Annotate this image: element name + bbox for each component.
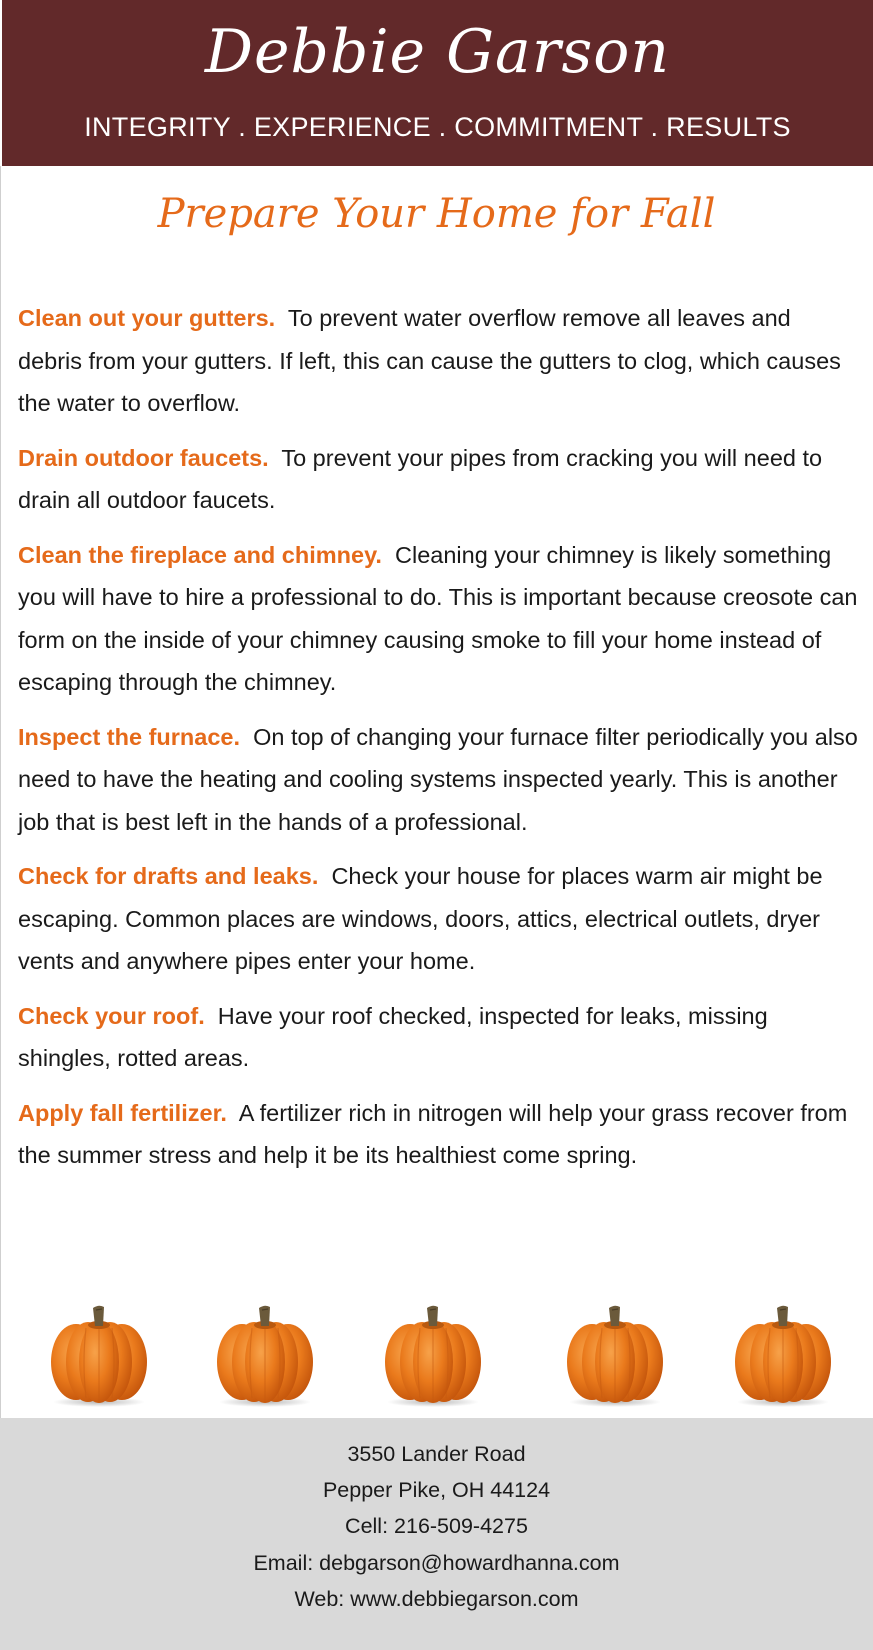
pumpkin-row [0,1298,873,1408]
email-address[interactable]: Email: debgarson@howardhanna.com [253,1550,620,1575]
tip-body: Have your roof checked, inspected for leaks, missing shingles, rotted areas. [18,1002,768,1071]
header-banner [2,0,873,166]
pumpkin-icon [210,1298,320,1408]
tip-body: To prevent your pipes from cracking you will need to drain all outdoor faucets. [18,444,823,513]
pumpkin-icon [560,1298,670,1408]
tip-gutters [18,297,858,425]
website-link[interactable]: Web: www.debbiegarson.com [294,1586,579,1611]
tip-heading: Clean the fireplace and chimney. [18,541,382,568]
tips-list [18,297,858,1189]
tagline: INTEGRITY . EXPERIENCE . COMMITMENT . RESULTS [84,112,791,142]
tip-heading: Apply fall fertilizer. [18,1099,227,1126]
contact-footer [0,1418,873,1650]
tip-chimney [18,534,858,704]
tip-heading: Check your roof. [18,1002,205,1029]
tip-body: To prevent water overflow remove all leaves and debris from your gutters. If left, this can cause the gutters to clog, which causes the water to overflow. [18,305,841,416]
tip-body: Check your house for places warm air might be escaping. Common places are windows, doors, attics, electrical outlets, dryer vents and anywhere pipes enter your home. [18,863,823,974]
tip-roof [18,995,858,1080]
pumpkin-icon [728,1298,838,1408]
cell-phone: Cell: 216-509-4275 [345,1514,528,1539]
tip-body: On top of changing your furnace filter periodically you also need to have the heating and cooling systems inspected yearly. This is another job that is best left in the hands of a professional. [18,723,858,835]
page-title: Prepare Your Home for Fall [157,191,716,237]
tip-heading: Check for drafts and leaks. [18,863,319,889]
tip-heading: Drain outdoor faucets. [18,444,269,471]
tip-faucets [18,437,858,522]
pumpkin-icon [44,1298,154,1408]
tip-heading: Inspect the furnace. [18,723,240,750]
tip-furnace [18,716,858,844]
tip-heading: Clean out your gutters. [18,305,276,331]
pumpkin-icon [378,1298,488,1408]
tip-fertilizer [18,1092,858,1177]
address-line-2: Pepper Pike, OH 44124 [322,1478,551,1503]
tip-body: Cleaning your chimney is likely something you will have to hire a professional to do. This is important because creosote can form on the inside of your chimney causing smoke to fill your home instead of escaping through the chimney. [18,541,858,695]
tip-body: A fertilizer rich in nitrogen will help your grass recover from the summer stress and help it be its healthiest come spring. [18,1099,848,1168]
tip-drafts [18,855,858,983]
agent-name: Debbie Garson [204,17,671,87]
left-border [0,166,1,1418]
address-line-1: 3550 Lander Road [347,1442,526,1466]
